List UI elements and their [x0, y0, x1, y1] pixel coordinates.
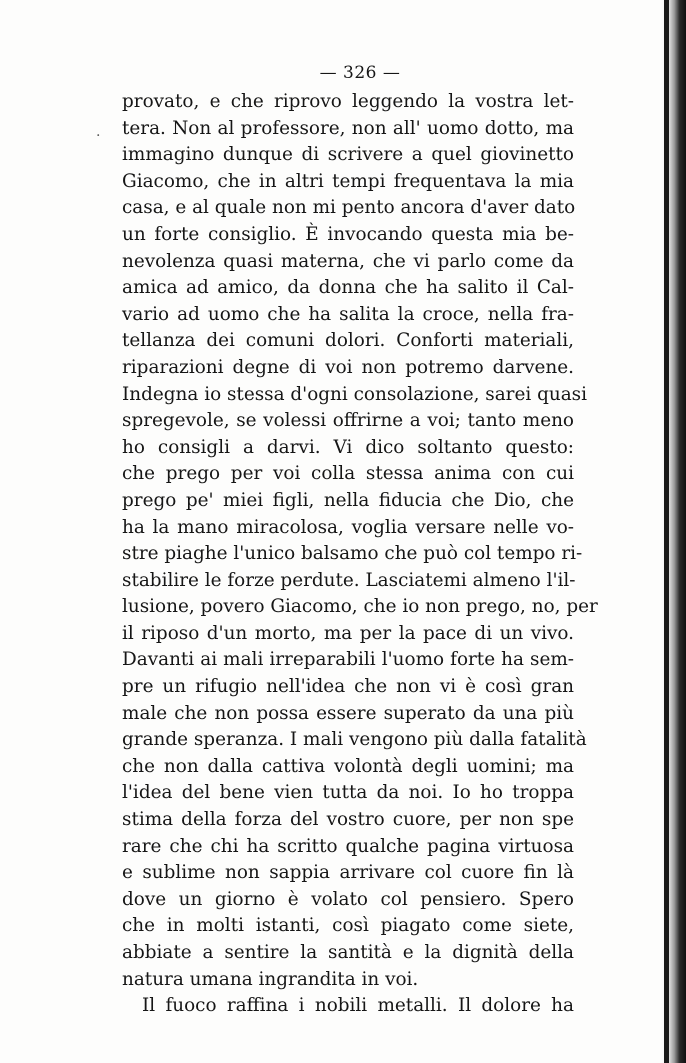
text-line: provato, e che riprovo leggendo la vostra let-: [122, 91, 574, 112]
text-line: Indegna io stessa d'ogni consolazione, sarei quasi: [122, 383, 587, 405]
text-line: stima della forza del vostro cuore, per non spe: [122, 809, 574, 831]
stray-mark: .: [96, 124, 101, 140]
page-number: — 326 —: [319, 63, 401, 83]
text-line: un forte consiglio. È invocando questa mia be-: [122, 223, 574, 245]
body-text: [122, 89, 598, 1020]
text-line: spregevole, se volessi offrirne a voi; tanto meno: [122, 410, 574, 432]
text-line: che in molti istanti, così piagato come siete,: [122, 915, 574, 937]
text-line: amica ad amico, da donna che ha salito il Cal-: [122, 277, 574, 299]
text-line: ha la mano miracolosa, voglia versare nelle vo-: [122, 516, 574, 538]
text-line: abbiate a sentire la santità e la dignità della: [122, 942, 574, 963]
text-line: nevolenza quasi materna, che vi parlo come da: [122, 250, 574, 272]
text-line: Davanti ai mali irreparabili l'uomo forte ha sem-: [122, 649, 574, 671]
text-line: male che non possa essere superato da una più: [122, 702, 574, 724]
text-line: pre un rifugio nell'idea che non vi è così gran: [122, 676, 574, 698]
text-line: natura umana ingrandita in voi.: [122, 968, 419, 990]
text-line: Il fuoco raffina i nobili metalli. Il dolore ha: [142, 995, 574, 1017]
text-line: tellanza dei comuni dolori. Conforti materiali,: [122, 330, 574, 352]
text-line: Giacomo, che in altri tempi frequentava la mia: [122, 170, 574, 192]
text-line: lusione, povero Giacomo, che io non prego, no, per: [122, 596, 598, 618]
text-line: ho consigli a darvi. Vi dico soltanto questo:: [122, 436, 574, 458]
page-binding-line: [664, 0, 669, 1063]
text-line: l'idea del bene vien tutta da noi. Io ho troppa: [122, 782, 574, 804]
text-line: stabilire le forze perdute. Lasciatemi almeno l'il-: [122, 569, 576, 591]
text-line: che prego per voi colla stessa anima con cui: [122, 463, 574, 485]
text-line: rare che chi ha scritto qualche pagina virtuosa: [122, 835, 574, 857]
text-line: tera. Non al professore, non all' uomo dotto, ma: [122, 117, 574, 139]
text-line: immagino dunque di scrivere a quel giovinetto: [122, 144, 574, 166]
text-line: il riposo d'un morto, ma per la pace di un vivo.: [122, 622, 574, 644]
text-line: stre piaghe l'unico balsamo che può col tempo ri-: [122, 543, 583, 565]
text-line: che non dalla cattiva volontà degli uomini; ma: [122, 755, 574, 777]
text-line: e sublime non sappia arrivare col cuore fin là: [122, 862, 574, 884]
text-line: riparazioni degne di voi non potremo darvene.: [122, 356, 574, 378]
text-line: casa, e al quale non mi pento ancora d'aver dato: [122, 197, 576, 219]
text-line: dove un giorno è volato col pensiero. Spero: [122, 888, 574, 910]
text-line: prego pe' miei figli, nella fiducia che Dio, che: [122, 489, 574, 511]
text-line: vario ad uomo che ha salita la croce, nella fra-: [122, 303, 574, 325]
text-line: grande speranza. I mali vengono più dalla fatalità: [122, 729, 587, 751]
